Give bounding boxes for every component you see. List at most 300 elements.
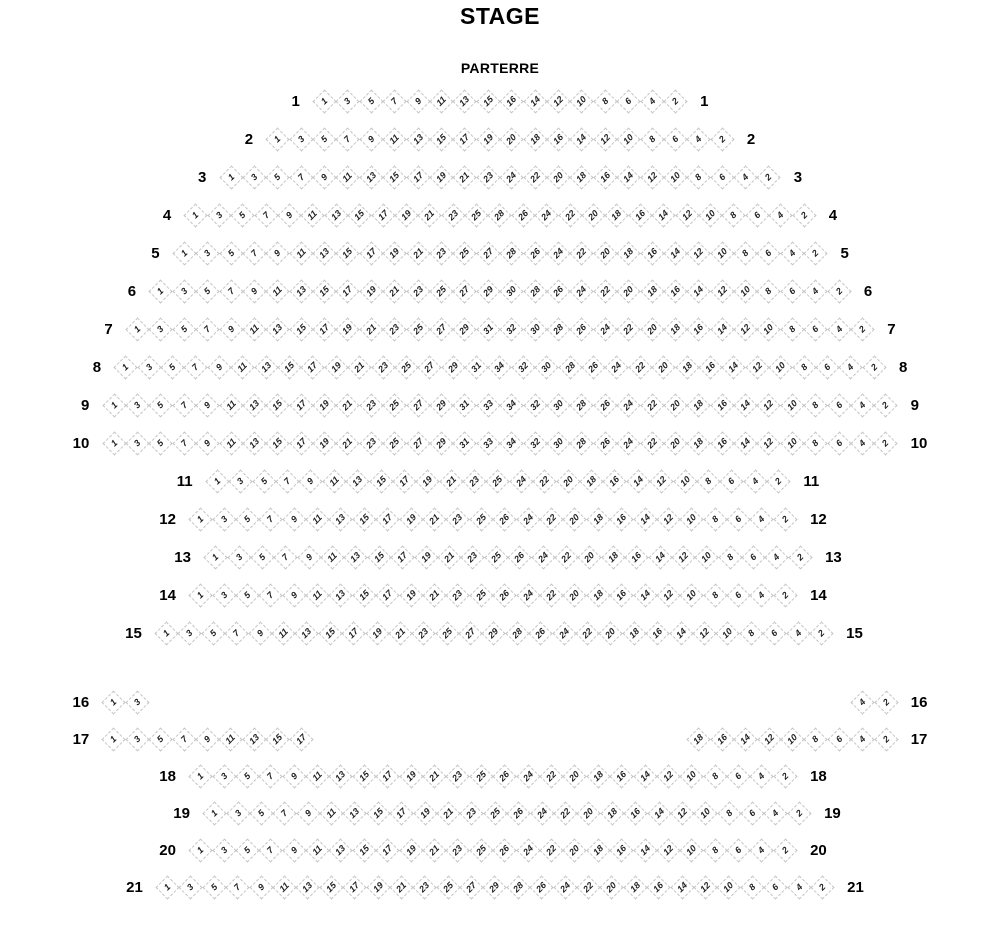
seat[interactable] (125, 317, 149, 341)
seat[interactable] (493, 764, 517, 788)
seat[interactable] (500, 127, 524, 151)
seat[interactable] (493, 507, 517, 531)
seat[interactable] (336, 165, 360, 189)
seat[interactable] (710, 241, 734, 265)
seat[interactable] (710, 431, 734, 455)
seat[interactable] (827, 317, 851, 341)
seat[interactable] (530, 801, 554, 825)
seat[interactable] (628, 203, 652, 227)
seat[interactable] (422, 583, 446, 607)
seat[interactable] (687, 393, 711, 417)
seat[interactable] (399, 764, 423, 788)
seat[interactable] (414, 545, 438, 569)
seat[interactable] (371, 203, 395, 227)
seat[interactable] (406, 89, 430, 113)
seat[interactable] (703, 507, 727, 531)
seat[interactable] (692, 621, 716, 645)
seat[interactable] (324, 203, 348, 227)
seat[interactable] (272, 875, 296, 899)
seat[interactable] (646, 621, 670, 645)
seat[interactable] (437, 545, 461, 569)
seat[interactable] (329, 838, 353, 862)
seat[interactable] (367, 545, 391, 569)
seat[interactable] (235, 507, 259, 531)
seat[interactable] (235, 583, 259, 607)
seat[interactable] (539, 583, 563, 607)
seat[interactable] (359, 165, 383, 189)
seat[interactable] (383, 127, 407, 151)
seat[interactable] (446, 583, 470, 607)
seat[interactable] (862, 355, 886, 379)
seat[interactable] (322, 469, 346, 493)
seat[interactable] (422, 764, 446, 788)
seat[interactable] (137, 355, 161, 379)
seat[interactable] (670, 801, 694, 825)
seat[interactable] (436, 875, 460, 899)
seat[interactable] (429, 127, 453, 151)
seat[interactable] (576, 621, 600, 645)
seat[interactable] (617, 165, 641, 189)
seat[interactable] (535, 355, 559, 379)
seat[interactable] (539, 764, 563, 788)
seat[interactable] (336, 127, 360, 151)
seat[interactable] (827, 279, 851, 303)
seat[interactable] (249, 801, 273, 825)
seat[interactable] (196, 241, 220, 265)
seat[interactable] (546, 317, 570, 341)
seat[interactable] (172, 431, 196, 455)
seat[interactable] (617, 89, 641, 113)
seat[interactable] (563, 507, 587, 531)
seat[interactable] (297, 545, 321, 569)
seat[interactable] (476, 89, 500, 113)
seat[interactable] (787, 875, 811, 899)
seat[interactable] (734, 431, 758, 455)
seat[interactable] (483, 875, 507, 899)
seat[interactable] (552, 621, 576, 645)
seat[interactable] (553, 801, 577, 825)
seat[interactable] (289, 727, 313, 751)
seat[interactable] (780, 279, 804, 303)
seat[interactable] (313, 317, 337, 341)
seat[interactable] (815, 355, 839, 379)
seat[interactable] (196, 317, 220, 341)
seat[interactable] (750, 838, 774, 862)
seat[interactable] (390, 801, 414, 825)
seat[interactable] (406, 241, 430, 265)
seat[interactable] (336, 89, 360, 113)
seat[interactable] (570, 431, 594, 455)
seat[interactable] (535, 203, 559, 227)
seat[interactable] (259, 838, 283, 862)
seat[interactable] (336, 279, 360, 303)
seat[interactable] (745, 203, 769, 227)
seat[interactable] (429, 89, 453, 113)
seat[interactable] (476, 317, 500, 341)
seat[interactable] (507, 801, 531, 825)
seat[interactable] (663, 279, 687, 303)
seat[interactable] (189, 764, 213, 788)
seat[interactable] (586, 838, 610, 862)
seat[interactable] (273, 801, 297, 825)
seat[interactable] (773, 583, 797, 607)
seat[interactable] (757, 279, 781, 303)
seat[interactable] (242, 279, 266, 303)
seat[interactable] (780, 727, 804, 751)
seat[interactable] (874, 393, 898, 417)
seat[interactable] (482, 621, 506, 645)
seat[interactable] (359, 279, 383, 303)
seat[interactable] (435, 621, 459, 645)
seat[interactable] (226, 801, 250, 825)
seat[interactable] (516, 764, 540, 788)
seat[interactable] (102, 690, 126, 714)
seat[interactable] (839, 355, 863, 379)
seat[interactable] (687, 127, 711, 151)
seat[interactable] (546, 89, 570, 113)
seat[interactable] (282, 764, 306, 788)
seat[interactable] (155, 875, 179, 899)
seat[interactable] (610, 583, 634, 607)
seat[interactable] (687, 165, 711, 189)
seat[interactable] (313, 241, 337, 265)
seat[interactable] (546, 431, 570, 455)
seat[interactable] (553, 875, 577, 899)
seat[interactable] (383, 431, 407, 455)
seat[interactable] (189, 838, 213, 862)
seat[interactable] (827, 431, 851, 455)
seat[interactable] (780, 431, 804, 455)
seat[interactable] (359, 127, 383, 151)
seat[interactable] (656, 583, 680, 607)
seat[interactable] (463, 469, 487, 493)
seat[interactable] (769, 203, 793, 227)
seat[interactable] (763, 621, 787, 645)
seat[interactable] (652, 355, 676, 379)
seat[interactable] (406, 127, 430, 151)
seat[interactable] (289, 317, 313, 341)
seat[interactable] (406, 393, 430, 417)
seat[interactable] (342, 621, 366, 645)
seat[interactable] (851, 431, 875, 455)
seat[interactable] (248, 621, 272, 645)
seat[interactable] (742, 545, 766, 569)
seat[interactable] (727, 838, 751, 862)
seat[interactable] (804, 393, 828, 417)
seat[interactable] (453, 317, 477, 341)
seat[interactable] (546, 241, 570, 265)
seat[interactable] (601, 545, 625, 569)
seat[interactable] (469, 764, 493, 788)
seat[interactable] (383, 165, 407, 189)
seat[interactable] (633, 507, 657, 531)
seat[interactable] (703, 583, 727, 607)
seat[interactable] (780, 241, 804, 265)
seat[interactable] (663, 431, 687, 455)
seat[interactable] (827, 727, 851, 751)
seat[interactable] (734, 393, 758, 417)
seat[interactable] (874, 727, 898, 751)
seat[interactable] (670, 875, 694, 899)
seat[interactable] (299, 469, 323, 493)
seat[interactable] (640, 89, 664, 113)
seat[interactable] (792, 203, 816, 227)
seat[interactable] (289, 165, 313, 189)
seat[interactable] (486, 469, 510, 493)
seat[interactable] (266, 165, 290, 189)
seat[interactable] (212, 583, 236, 607)
seat[interactable] (610, 507, 634, 531)
seat[interactable] (851, 393, 875, 417)
seat[interactable] (617, 279, 641, 303)
seat[interactable] (250, 545, 274, 569)
seat[interactable] (599, 621, 623, 645)
seat[interactable] (252, 469, 276, 493)
seat[interactable] (556, 469, 580, 493)
seat[interactable] (394, 203, 418, 227)
seat[interactable] (429, 241, 453, 265)
seat[interactable] (418, 203, 442, 227)
seat[interactable] (465, 203, 489, 227)
seat[interactable] (282, 838, 306, 862)
seat[interactable] (392, 469, 416, 493)
seat[interactable] (296, 875, 320, 899)
seat[interactable] (673, 469, 697, 493)
seat[interactable] (680, 838, 704, 862)
seat[interactable] (289, 431, 313, 455)
seat[interactable] (413, 875, 437, 899)
seat[interactable] (346, 469, 370, 493)
seat[interactable] (570, 89, 594, 113)
seat[interactable] (125, 431, 149, 455)
seat[interactable] (804, 727, 828, 751)
seat[interactable] (757, 241, 781, 265)
seat[interactable] (266, 241, 290, 265)
seat[interactable] (313, 165, 337, 189)
seat[interactable] (102, 431, 126, 455)
seat[interactable] (640, 431, 664, 455)
seat[interactable] (254, 355, 278, 379)
seat[interactable] (633, 838, 657, 862)
seat[interactable] (289, 241, 313, 265)
seat[interactable] (788, 545, 812, 569)
seat[interactable] (780, 393, 804, 417)
seat[interactable] (422, 507, 446, 531)
seat[interactable] (570, 393, 594, 417)
seat[interactable] (505, 621, 529, 645)
seat[interactable] (231, 355, 255, 379)
seat[interactable] (577, 801, 601, 825)
seat[interactable] (453, 279, 477, 303)
seat[interactable] (734, 727, 758, 751)
seat[interactable] (757, 317, 781, 341)
seat[interactable] (225, 621, 249, 645)
seat[interactable] (282, 507, 306, 531)
seat[interactable] (809, 621, 833, 645)
seat[interactable] (476, 127, 500, 151)
seat[interactable] (235, 838, 259, 862)
seat[interactable] (219, 727, 243, 751)
seat[interactable] (319, 875, 343, 899)
seat[interactable] (582, 203, 606, 227)
seat[interactable] (773, 838, 797, 862)
seat[interactable] (531, 545, 555, 569)
seat[interactable] (266, 431, 290, 455)
seat[interactable] (546, 165, 570, 189)
seat[interactable] (266, 317, 290, 341)
seat[interactable] (563, 583, 587, 607)
seat[interactable] (617, 127, 641, 151)
seat[interactable] (418, 355, 442, 379)
seat[interactable] (656, 838, 680, 862)
seat[interactable] (663, 165, 687, 189)
seat[interactable] (242, 431, 266, 455)
seat[interactable] (600, 801, 624, 825)
seat[interactable] (580, 469, 604, 493)
seat[interactable] (586, 764, 610, 788)
seat[interactable] (343, 875, 367, 899)
seat[interactable] (429, 431, 453, 455)
seat[interactable] (266, 727, 290, 751)
seat[interactable] (508, 545, 532, 569)
seat[interactable] (313, 431, 337, 455)
seat[interactable] (376, 764, 400, 788)
seat[interactable] (453, 431, 477, 455)
seat[interactable] (406, 431, 430, 455)
seat[interactable] (533, 469, 557, 493)
seat[interactable] (172, 393, 196, 417)
seat[interactable] (369, 469, 393, 493)
seat[interactable] (640, 241, 664, 265)
seat[interactable] (722, 203, 746, 227)
seat[interactable] (102, 727, 126, 751)
seat[interactable] (593, 317, 617, 341)
seat[interactable] (242, 317, 266, 341)
seat[interactable] (446, 507, 470, 531)
seat[interactable] (469, 583, 493, 607)
seat[interactable] (804, 317, 828, 341)
seat[interactable] (652, 203, 676, 227)
seat[interactable] (254, 203, 278, 227)
seat[interactable] (207, 203, 231, 227)
seat[interactable] (301, 203, 325, 227)
seat[interactable] (394, 355, 418, 379)
seat[interactable] (388, 621, 412, 645)
seat[interactable] (313, 279, 337, 303)
seat[interactable] (727, 583, 751, 607)
seat[interactable] (570, 279, 594, 303)
seat[interactable] (647, 875, 671, 899)
seat[interactable] (160, 355, 184, 379)
seat[interactable] (539, 507, 563, 531)
seat[interactable] (558, 203, 582, 227)
seat[interactable] (219, 279, 243, 303)
seat[interactable] (511, 355, 535, 379)
seat[interactable] (266, 127, 290, 151)
seat[interactable] (201, 621, 225, 645)
seat[interactable] (720, 469, 744, 493)
seat[interactable] (212, 764, 236, 788)
seat[interactable] (453, 241, 477, 265)
seat[interactable] (149, 431, 173, 455)
seat[interactable] (716, 621, 740, 645)
seat[interactable] (359, 89, 383, 113)
seat[interactable] (696, 469, 720, 493)
seat[interactable] (493, 583, 517, 607)
seat[interactable] (703, 838, 727, 862)
seat[interactable] (687, 241, 711, 265)
seat[interactable] (787, 801, 811, 825)
seat[interactable] (628, 355, 652, 379)
seat[interactable] (348, 355, 372, 379)
seat[interactable] (750, 507, 774, 531)
seat[interactable] (710, 165, 734, 189)
seat[interactable] (605, 355, 629, 379)
seat[interactable] (516, 583, 540, 607)
seat[interactable] (336, 431, 360, 455)
seat[interactable] (453, 165, 477, 189)
seat[interactable] (114, 355, 138, 379)
seat[interactable] (242, 241, 266, 265)
seat[interactable] (277, 355, 301, 379)
seat[interactable] (610, 838, 634, 862)
seat[interactable] (461, 545, 485, 569)
seat[interactable] (469, 838, 493, 862)
seat[interactable] (874, 690, 898, 714)
seat[interactable] (439, 469, 463, 493)
seat[interactable] (178, 621, 202, 645)
seat[interactable] (352, 838, 376, 862)
seat[interactable] (172, 317, 196, 341)
seat[interactable] (149, 727, 173, 751)
seat[interactable] (563, 838, 587, 862)
seat[interactable] (617, 241, 641, 265)
seat[interactable] (586, 507, 610, 531)
seat[interactable] (383, 393, 407, 417)
seat[interactable] (149, 317, 173, 341)
seat[interactable] (750, 764, 774, 788)
seat[interactable] (196, 431, 220, 455)
seat[interactable] (259, 583, 283, 607)
seat[interactable] (710, 127, 734, 151)
seat[interactable] (196, 393, 220, 417)
seat[interactable] (266, 279, 290, 303)
seat[interactable] (851, 727, 875, 751)
seat[interactable] (366, 801, 390, 825)
seat[interactable] (739, 621, 763, 645)
seat[interactable] (633, 764, 657, 788)
seat[interactable] (371, 355, 395, 379)
seat[interactable] (710, 279, 734, 303)
seat[interactable] (687, 431, 711, 455)
seat[interactable] (745, 355, 769, 379)
seat[interactable] (202, 875, 226, 899)
seat[interactable] (313, 393, 337, 417)
seat[interactable] (172, 727, 196, 751)
seat[interactable] (593, 431, 617, 455)
seat[interactable] (593, 393, 617, 417)
seat[interactable] (500, 393, 524, 417)
seat[interactable] (593, 279, 617, 303)
seat[interactable] (313, 127, 337, 151)
seat[interactable] (249, 875, 273, 899)
seat[interactable] (617, 317, 641, 341)
seat[interactable] (376, 507, 400, 531)
seat[interactable] (563, 764, 587, 788)
seat[interactable] (227, 545, 251, 569)
seat[interactable] (640, 317, 664, 341)
seat[interactable] (593, 165, 617, 189)
